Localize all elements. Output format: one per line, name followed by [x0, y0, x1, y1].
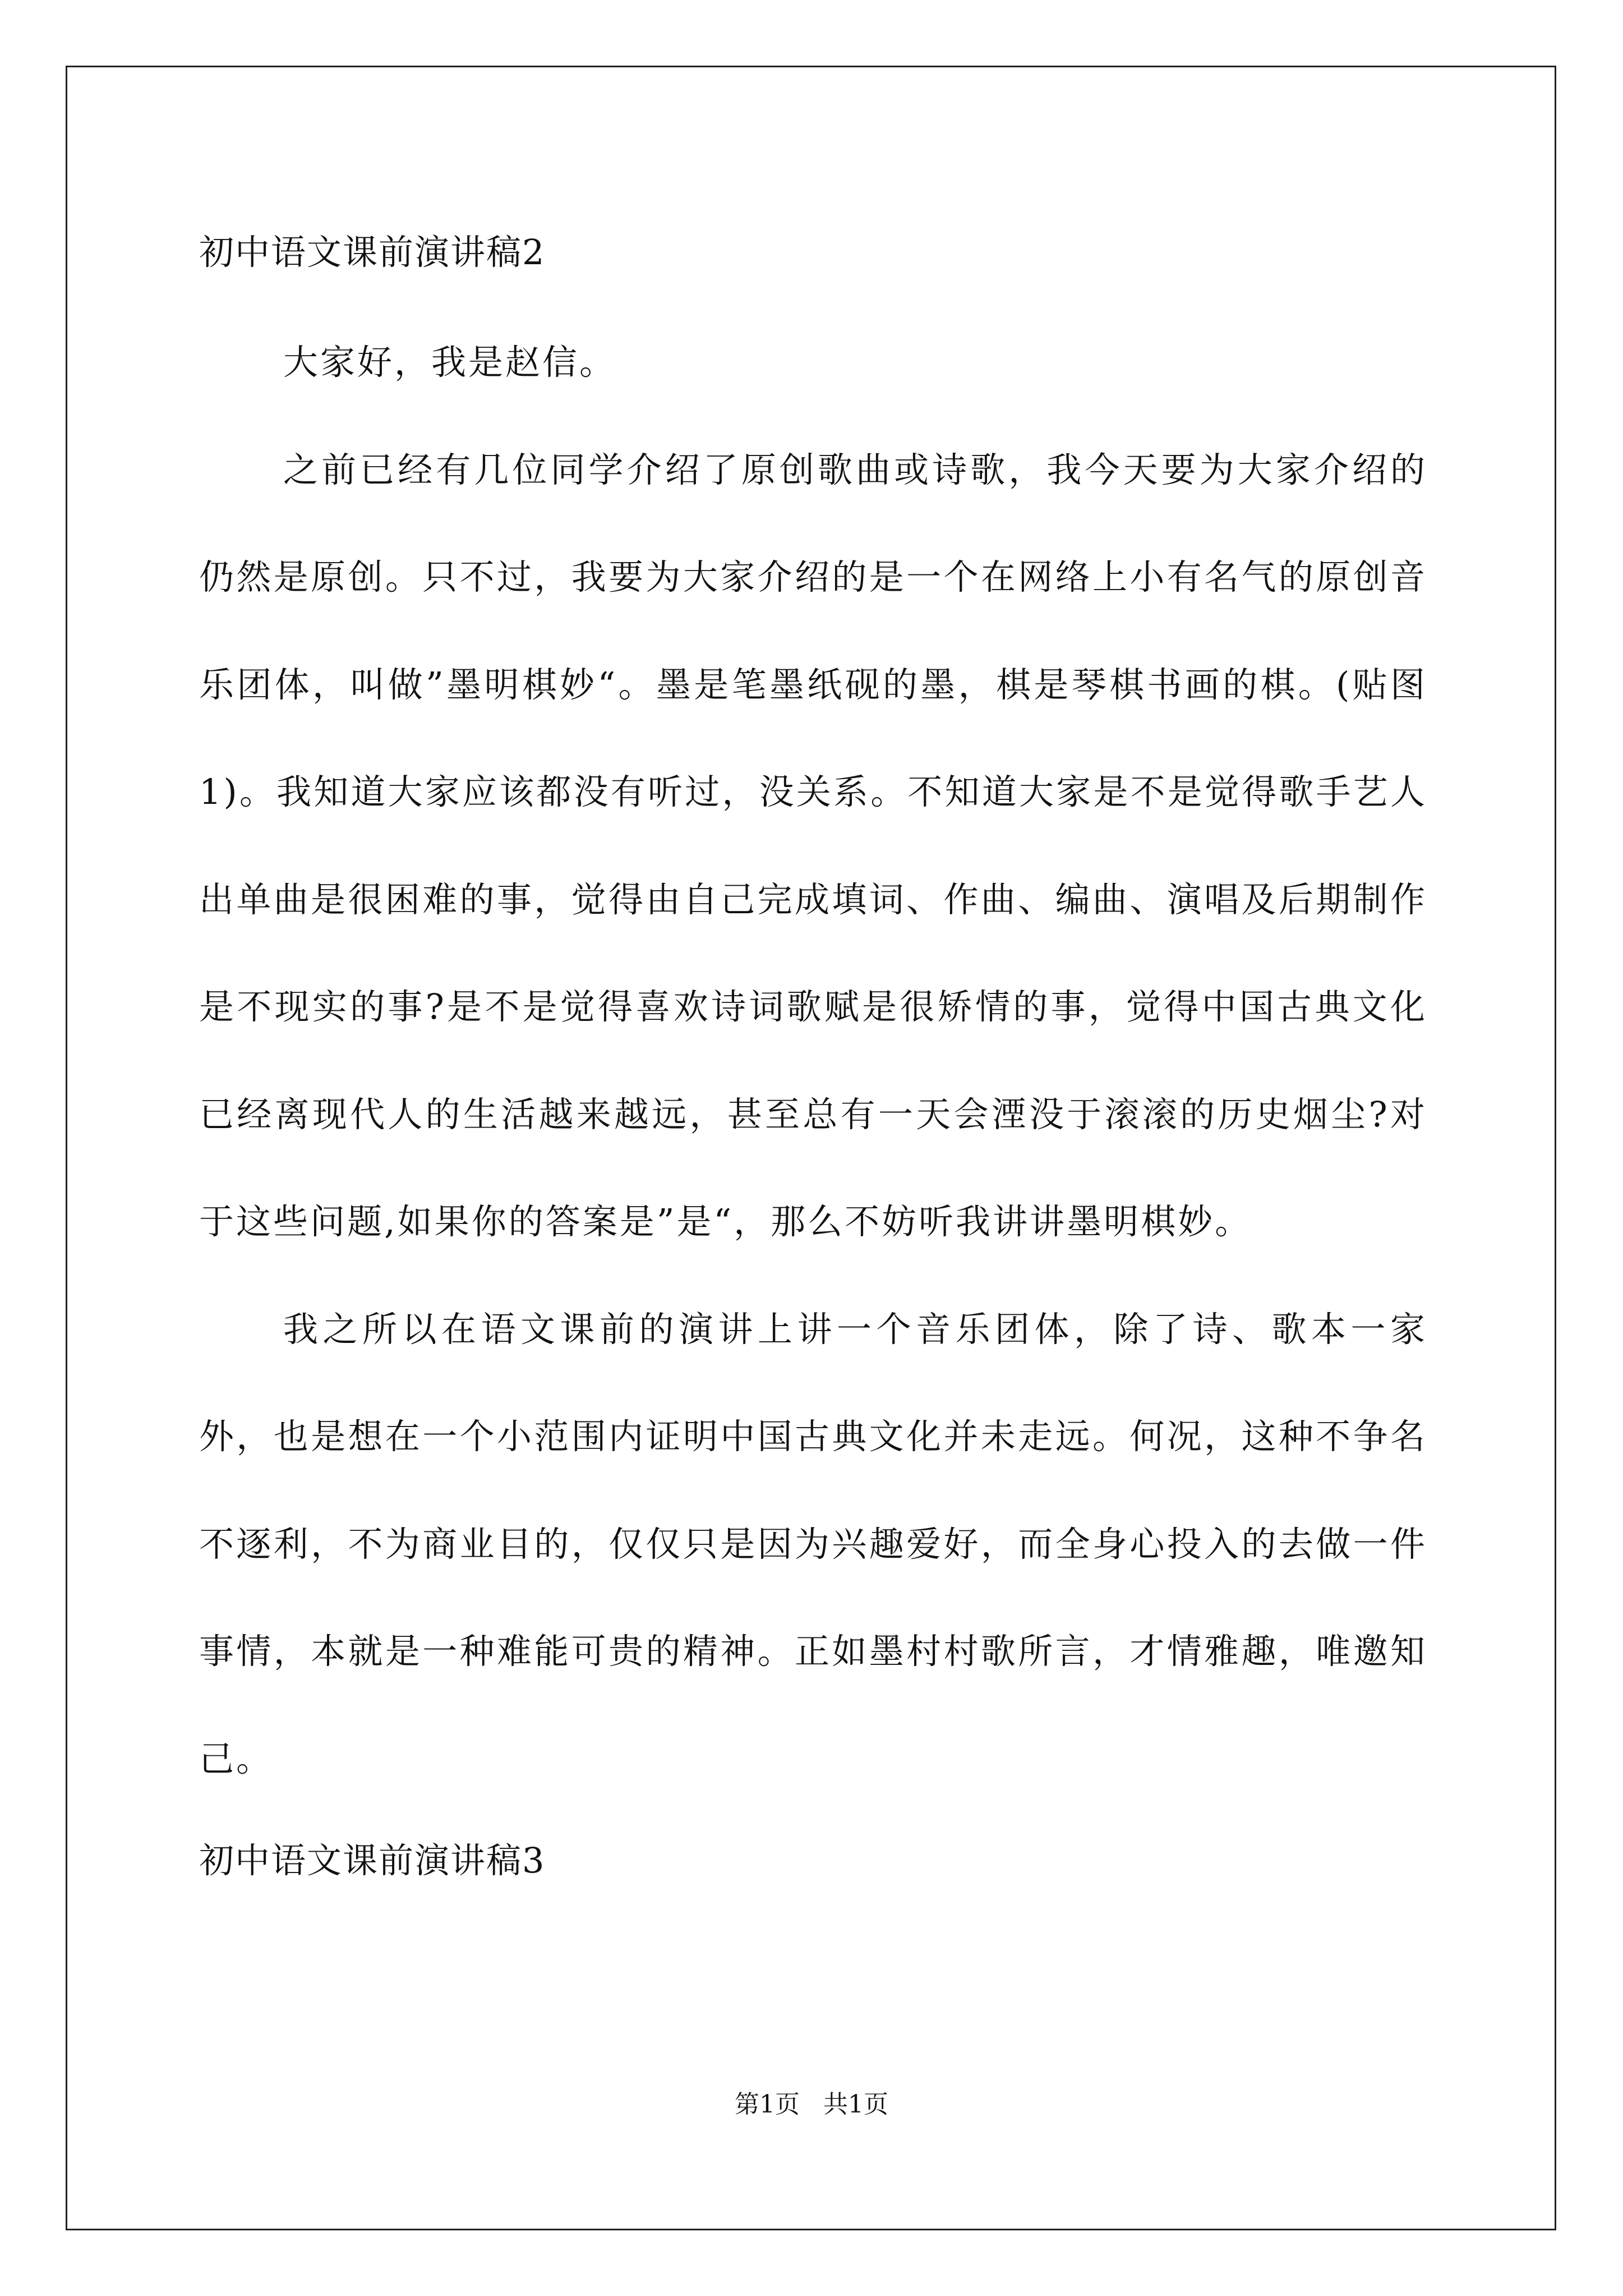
section-title-next: 初中语文课前演讲稿3 [199, 1840, 546, 1881]
paragraph-reason: 我之所以在语文课前的演讲上讲一个音乐团体，除了诗、歌本一家外，也是想在一个小范围内证明中国古典文化并未走远。何况，这种不争名不逐利，不为商业目的，仅仅只是因为兴趣爱好，而全身心投入的去做一件事情，本就是一种难能可贵的精神。正如墨村村歌所言，才情雅趣，唯邀知己。 [199, 1308, 1427, 1779]
document-body [199, 224, 1427, 1889]
page-number-footer: 第1页 共1页 [735, 2090, 888, 2119]
paragraph-greeting: 大家好，我是赵信。 [283, 342, 617, 383]
paragraph-introduction: 之前已经有几位同学介绍了原创歌曲或诗歌，我今天要为大家介绍的仍然是原创。只不过，我要为大家介绍的是一个在网络上小有名气的原创音乐团体，叫做”墨明棋妙“。墨是笔墨纸砚的墨，棋是琴棋书画的棋。(贴图1)。我知道大家应该都没有听过，没关系。不知道大家是不是觉得歌手艺人出单曲是很困难的事，觉得由自己完成填词、作曲、编曲、演唱及后期制作是不现实的事?是不是觉得喜欢诗词歌赋是很矫情的事，觉得中国古典文化已经离现代人的生活越来越远，甚至总有一天会湮没于滚滚的历史烟尘?对于这些问题,如果你的答案是”是“，那么不妨听我讲讲墨明棋妙。 [199, 449, 1427, 1242]
section-title: 初中语文课前演讲稿2 [199, 232, 546, 273]
